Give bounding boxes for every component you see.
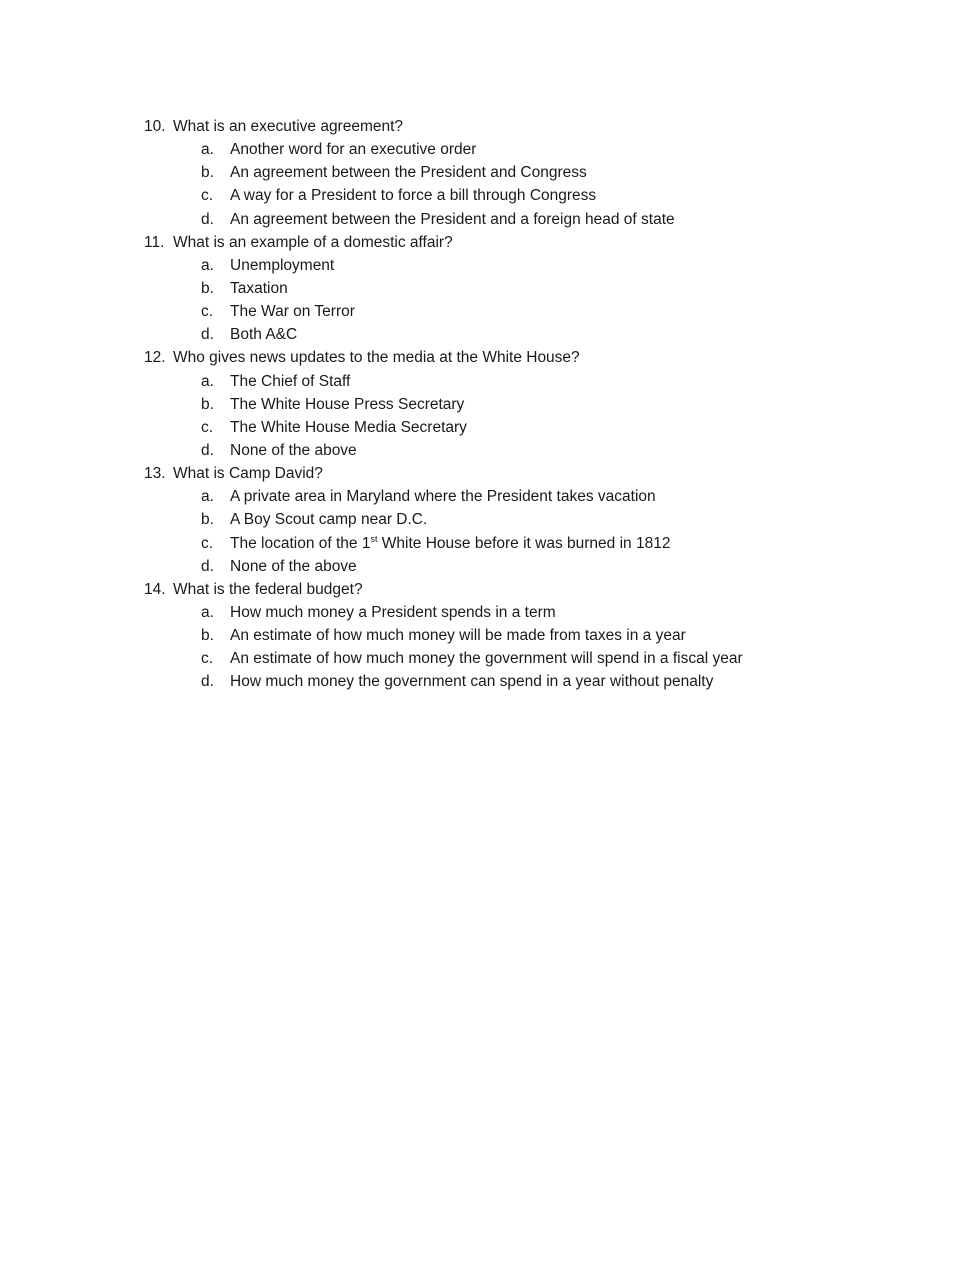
option-text: An agreement between the President and a foreign head of state xyxy=(230,210,675,228)
option-text: An estimate of how much money the government will spend in a fiscal year xyxy=(230,650,743,668)
option-letter: b. xyxy=(201,627,214,645)
answer-option-13d xyxy=(144,555,844,578)
question-text: Who gives news updates to the media at the White House? xyxy=(173,349,580,367)
question-10 xyxy=(144,115,844,138)
option-letter: d. xyxy=(201,326,214,344)
option-text: A Boy Scout camp near D.C. xyxy=(230,511,428,529)
option-text: A private area in Maryland where the President takes vacation xyxy=(230,488,656,506)
answer-option-10a xyxy=(144,138,844,161)
option-letter: b. xyxy=(201,395,214,413)
question-text: What is the federal budget? xyxy=(173,580,363,598)
answer-option-12b xyxy=(144,393,844,416)
answer-option-13c xyxy=(144,532,844,555)
question-list xyxy=(144,115,844,694)
question-number: 14. xyxy=(144,580,166,598)
option-letter: a. xyxy=(201,141,214,159)
option-letter: b. xyxy=(201,164,214,182)
option-text: The White House Press Secretary xyxy=(230,395,465,413)
question-number: 13. xyxy=(144,465,166,483)
answer-option-12a xyxy=(144,370,844,393)
option-text: An agreement between the President and Congress xyxy=(230,164,587,182)
option-text-after: White House before it was burned in 1812 xyxy=(377,534,671,552)
option-letter: c. xyxy=(201,187,214,205)
answer-option-10d xyxy=(144,208,844,231)
answer-option-11a xyxy=(144,254,844,277)
option-text: Taxation xyxy=(230,279,288,297)
question-11 xyxy=(144,231,844,254)
option-letter: b. xyxy=(201,279,214,297)
option-text: Both A&C xyxy=(230,326,298,344)
question-number: 10. xyxy=(144,118,166,135)
option-text: How much money a President spends in a term xyxy=(230,603,556,621)
ordinal-superscript: st xyxy=(370,533,378,544)
answer-option-14d xyxy=(144,670,844,693)
option-text: Another word for an executive order xyxy=(230,141,477,159)
question-text: What is Camp David? xyxy=(173,465,323,483)
option-text: The War on Terror xyxy=(230,303,355,321)
answer-option-13a xyxy=(144,485,844,508)
option-letter: c. xyxy=(201,534,214,552)
answer-option-12d xyxy=(144,439,844,462)
question-number: 11. xyxy=(144,233,165,251)
option-text: The Chief of Staff xyxy=(230,372,351,390)
option-letter: a. xyxy=(201,603,214,621)
question-text: What is an example of a domestic affair? xyxy=(173,233,453,251)
option-text: An estimate of how much money will be made from taxes in a year xyxy=(230,627,686,645)
option-letter: b. xyxy=(201,511,214,529)
option-text: The White House Media Secretary xyxy=(230,418,467,436)
question-14 xyxy=(144,578,844,601)
answer-option-11d xyxy=(144,323,844,346)
answer-option-14b xyxy=(144,624,844,647)
option-letter: a. xyxy=(201,488,214,506)
answer-option-14c xyxy=(144,647,844,670)
option-letter: c. xyxy=(201,650,214,668)
answer-option-10b xyxy=(144,161,844,184)
question-12 xyxy=(144,346,844,369)
question-13 xyxy=(144,462,844,485)
option-letter: c. xyxy=(201,303,214,321)
option-text: Unemployment xyxy=(230,256,335,274)
option-text: A way for a President to force a bill through Congress xyxy=(230,187,597,205)
option-letter: c. xyxy=(201,418,214,436)
answer-option-13b xyxy=(144,508,844,531)
option-text: None of the above xyxy=(230,557,357,575)
question-text: What is an executive agreement? xyxy=(173,118,404,135)
question-number: 12. xyxy=(144,349,166,367)
option-text: How much money the government can spend in a year without penalty xyxy=(230,673,714,691)
option-text-before: The location of the 1 xyxy=(230,534,371,552)
option-letter: d. xyxy=(201,673,214,691)
option-letter: d. xyxy=(201,210,214,228)
answer-option-11c xyxy=(144,300,844,323)
option-letter: a. xyxy=(201,256,214,274)
answer-option-11b xyxy=(144,277,844,300)
option-letter: a. xyxy=(201,372,214,390)
answer-option-12c xyxy=(144,416,844,439)
answer-option-10c xyxy=(144,184,844,207)
answer-option-14a xyxy=(144,601,844,624)
option-letter: d. xyxy=(201,441,214,459)
option-text: None of the above xyxy=(230,441,357,459)
option-text xyxy=(230,532,670,555)
option-letter: d. xyxy=(201,557,214,575)
